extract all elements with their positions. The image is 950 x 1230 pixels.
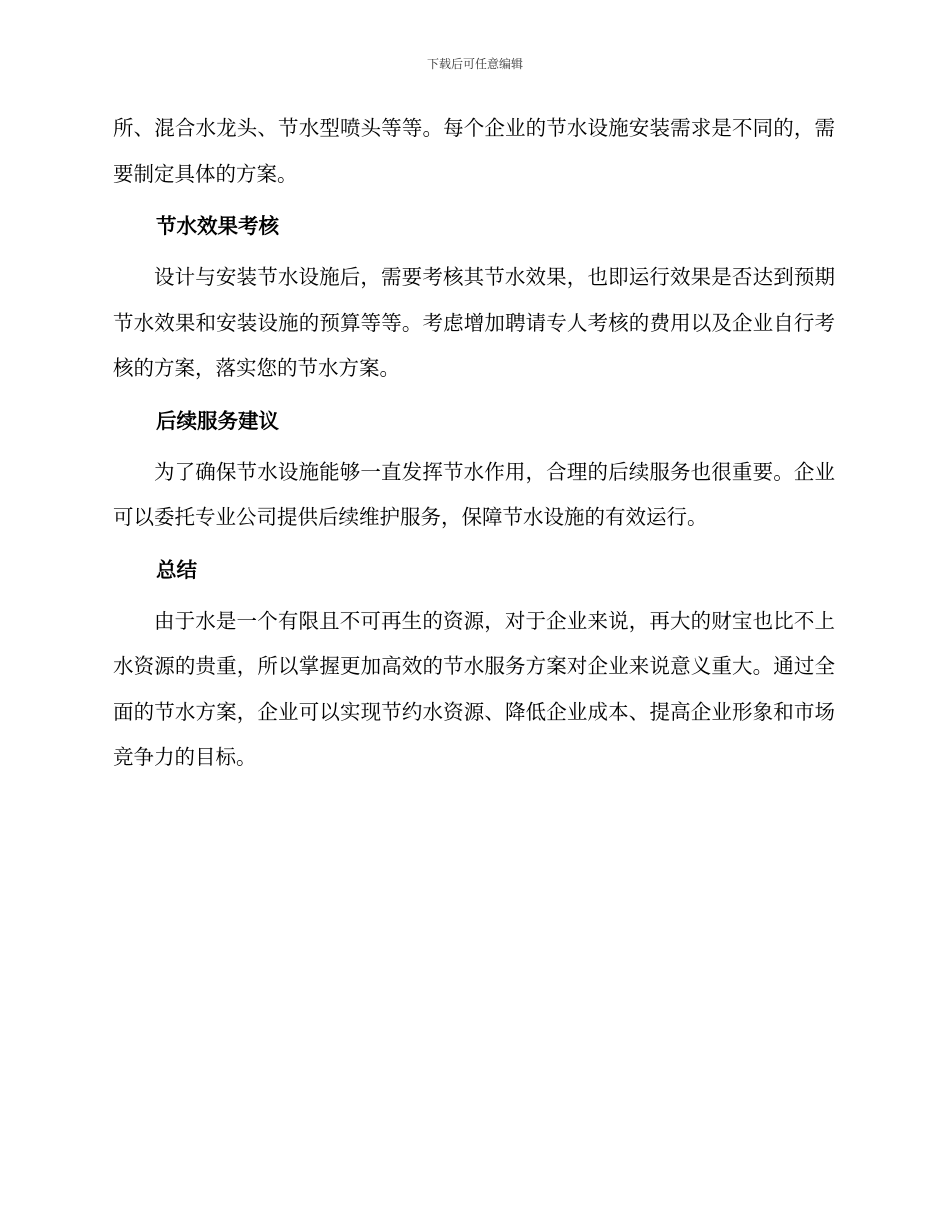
paragraph-summary: 由于水是一个有限且不可再生的资源，对于企业来说，再大的财宝也比不上水资源的贵重，所以掌握更加高效的节水服务方案对企业来说意义重大。通过全面的节水方案，企业可以实现节约水资源、降低企业成本、提高企业形象和市场竞争力的目标。 <box>113 608 835 769</box>
paragraph-continuation: 所、混合水龙头、节水型喷头等等。每个企业的节水设施安装需求是不同的，需要制定具体的方案。 <box>113 116 835 186</box>
header-note: 下载后可任意编辑 <box>426 57 523 71</box>
document-body <box>113 106 835 781</box>
paragraph-effect-assessment: 设计与安装节水设施后，需要考核其节水效果，也即运行效果是否达到预期节水效果和安装设施的预算等等。考虑增加聘请专人考核的费用以及企业自行考核的方案，落实您的节水方案。 <box>113 265 835 380</box>
heading-follow-up-service: 后续服务建议 <box>156 408 279 433</box>
heading-summary: 总结 <box>156 557 197 582</box>
heading-effect-assessment: 节水效果考核 <box>156 214 279 238</box>
paragraph-follow-up-service: 为了确保节水设施能够一直发挥节水作用，合理的后续服务也很重要。企业可以委托专业公司提供后续维护服务，保障节水设施的有效运行。 <box>113 459 835 529</box>
